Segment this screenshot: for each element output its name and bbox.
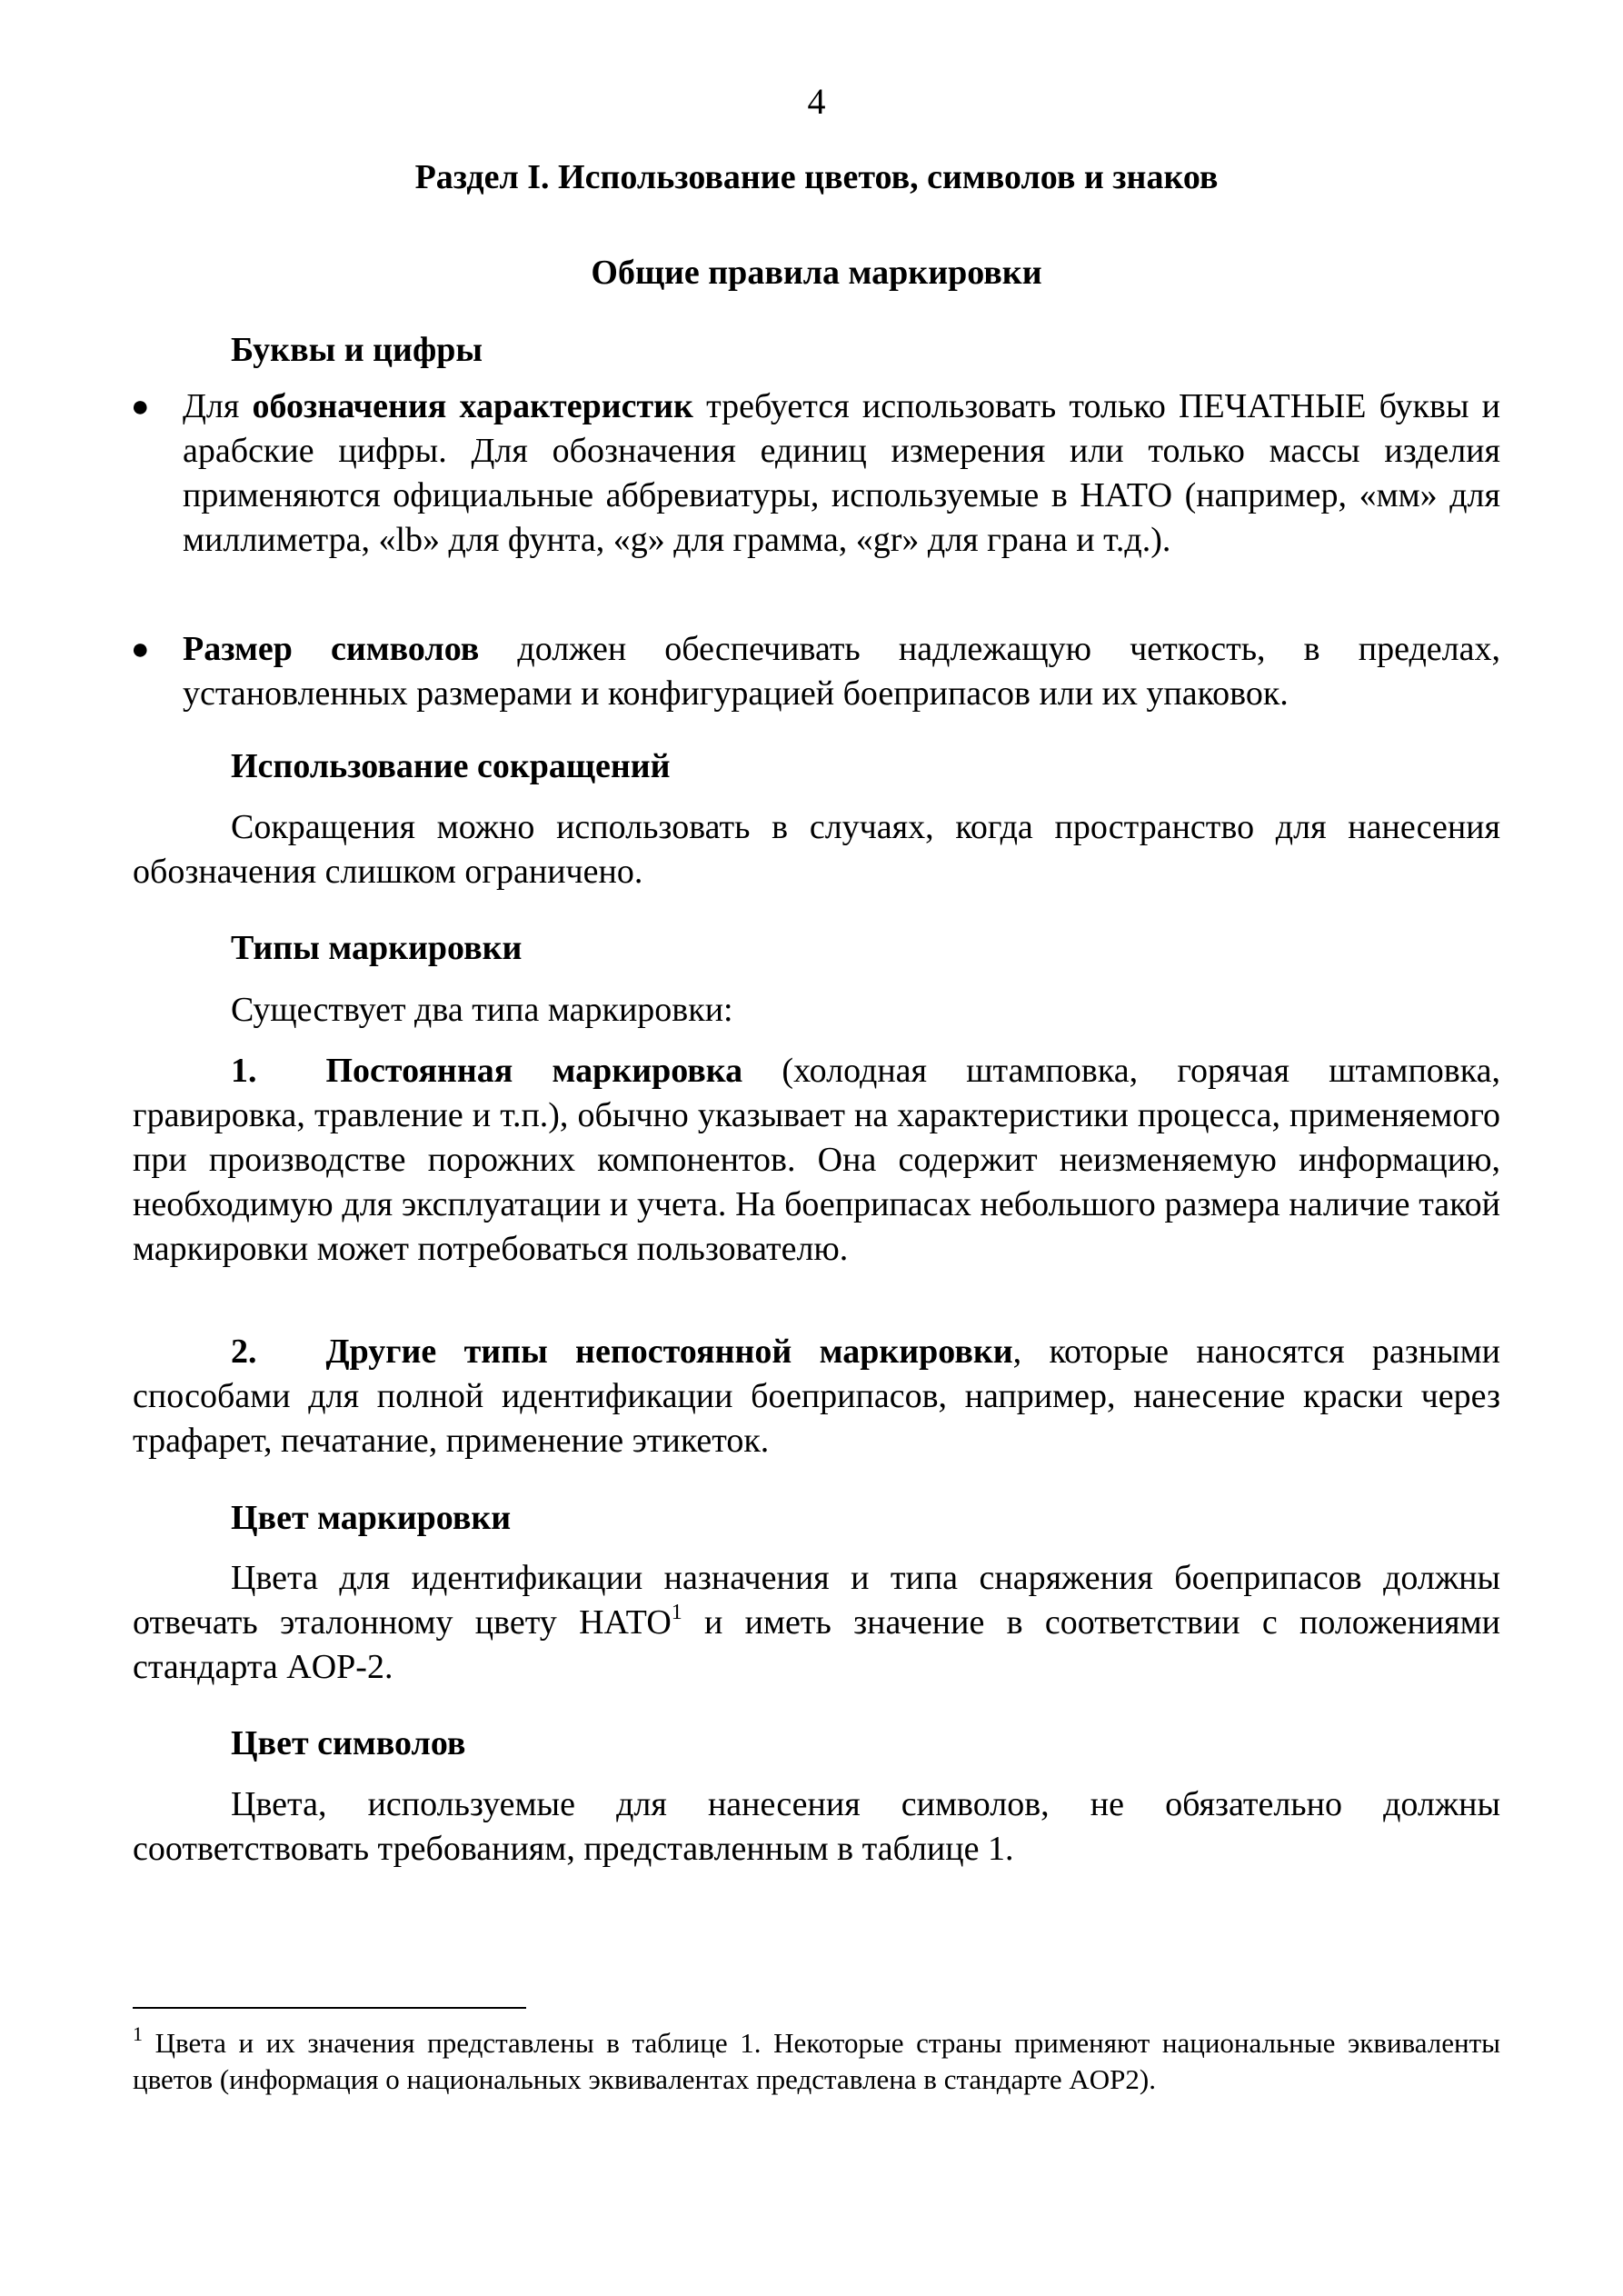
bullet-characteristics <box>133 384 1500 563</box>
heading-abbreviations: Использование сокращений <box>231 747 671 785</box>
item-body-text: , которые наносятся разными способами для полной идентификации боеприпасов, например, нанесение краски через трафарет, печатание, применение этикеток. <box>133 1333 1501 1460</box>
marking-type-item-2 <box>133 1330 1500 1463</box>
heading-letters-digits: Буквы и цифры <box>231 331 483 369</box>
bullet-dot-icon: ● <box>131 633 150 666</box>
symbol-color-paragraph: Цвета, используемые для нанесения символов, не обязательно должны соответствовать требованиям, представленным в таблице 1. <box>133 1785 1500 1868</box>
bullet-body-text: требуется использовать только ПЕЧАТНЫЕ буквы и арабские цифры. Для обозначения единиц измерения или только массы изделия применяются официальные аббревиатуры, используемые в НАТО (например, «мм» для миллиметра, «lb» для фунта, «g» для грамма, «gr» для грана и т.д.). <box>183 387 1500 559</box>
item-body-text: (холодная штамповка, горячая штамповка, гравировка, травление и т.п.), обычно указывает на характеристики процесса, применяемого при производстве порожних компонентов. Она содержит неизменяемую информацию, необходимую для эксплуатации и учета. На боеприпасах небольшого размера наличие такой маркировки может потребоваться пользователю. <box>133 1052 1500 1268</box>
footnote <box>133 2022 1500 2098</box>
bullet-symbol-size-text <box>183 627 1500 716</box>
item-bold-term: Постоянная маркировка <box>325 1052 743 1090</box>
heading-marking-types: Типы маркировки <box>231 929 523 967</box>
marking-color-paragraph <box>133 1556 1500 1690</box>
marking-color-text: Цвета для идентификации назначения и типа снаряжения боеприпасов должны отвечать эталонному цвету НАТО <box>133 1559 1500 1642</box>
document-page <box>133 0 1500 2296</box>
footnote-mark: 1 <box>133 2022 143 2045</box>
marking-types-intro: Существует два типа маркировки: <box>231 991 733 1029</box>
footnote-divider <box>133 2007 526 2009</box>
marking-color-text-end: и иметь значение в соответствии с положениями стандарта AOP-2. <box>133 1603 1500 1686</box>
bullet-dot-icon: ● <box>131 390 150 424</box>
bullet-body-text: должен обеспечивать надлежащую четкость, в пределах, установленных размерами и конфигурацией боеприпасов или их упаковок. <box>183 630 1500 713</box>
item-number: 1. <box>231 1052 257 1090</box>
marking-type-item-1 <box>133 1049 1500 1272</box>
heading-marking-color: Цвет маркировки <box>231 1499 512 1537</box>
abbreviations-paragraph: Сокращения можно использовать в случаях, когда пространство для нанесения обозначения слишком ограничено. <box>133 808 1500 891</box>
bullet-symbol-size <box>133 627 1500 716</box>
section-title: Раздел I. Использование цветов, символов и знаков <box>414 158 1219 196</box>
item-bold-term: Другие типы непостоянной маркировки <box>325 1333 1013 1371</box>
heading-symbol-color: Цвет символов <box>231 1724 466 1762</box>
bullet-bold-term: обозначения характеристик <box>252 387 693 425</box>
bullet-bold-term: Размер символов <box>183 630 480 668</box>
page-number: 4 <box>807 81 826 122</box>
footnote-text: Цвета и их значения представлены в таблице 1. Некоторые страны применяют национальные эквиваленты цветов (информация о национальных эквивалентах представлена в стандарте AOP2). <box>133 2027 1500 2095</box>
bullet-lead-text: Для <box>183 387 253 425</box>
subsection-title: Общие правила маркировки <box>591 254 1042 292</box>
bullet-characteristics-text <box>183 384 1500 563</box>
item-number: 2. <box>231 1333 257 1371</box>
footnote-reference: 1 <box>671 1601 682 1624</box>
